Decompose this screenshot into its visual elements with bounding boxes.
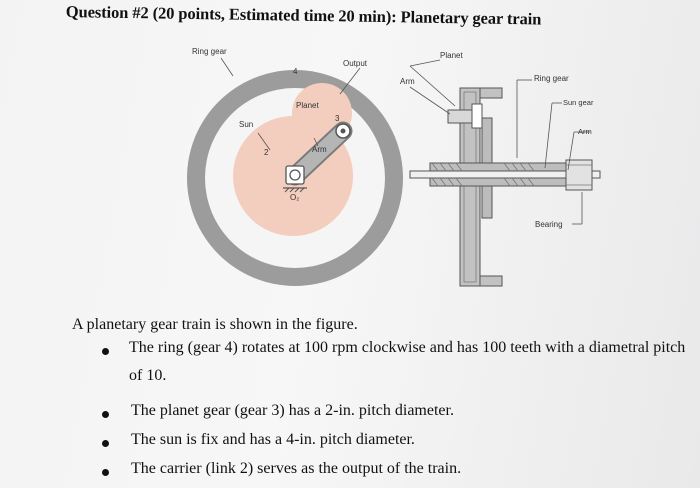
arm-label: Arm	[312, 145, 327, 154]
bullet-ring-spec-continued: of 10.	[129, 367, 167, 384]
planet-shaft-section	[448, 110, 472, 123]
planet-label: Planet	[296, 101, 319, 110]
pivot-o2-label: O₂	[290, 193, 300, 202]
bullet-dot-icon	[102, 348, 109, 355]
section-bearing-label: Bearing	[535, 220, 563, 229]
sun-label: Sun	[239, 120, 254, 129]
arm-number-label: 2	[264, 148, 269, 157]
bullet-dot-icon	[102, 411, 109, 418]
output-label: Output	[343, 59, 368, 68]
section-planet-label: Planet	[440, 51, 463, 60]
problem-intro: A planetary gear train is shown in the figure.	[72, 316, 358, 333]
bullet-dot-icon	[102, 440, 109, 447]
bearing-section	[566, 160, 592, 190]
bullet-sun-spec: The sun is fix and has a 4-in. pitch diameter.	[131, 431, 415, 448]
bullet-dot-icon	[102, 469, 109, 476]
bullet-ring-spec: The ring (gear 4) rotates at 100 rpm clockwise and has 100 teeth with a diametral pitch	[129, 339, 686, 356]
bullet-carrier-spec: The carrier (link 2) serves as the output of the train.	[131, 460, 462, 477]
bullet-planet-spec: The planet gear (gear 3) has a 2-in. pitch diameter.	[131, 402, 454, 419]
section-sun-gear-label: Sun gear	[563, 98, 594, 107]
section-arm2-label: Arm	[578, 127, 592, 136]
question-title: Question #2 (20 points, Estimated time 20 min): Planetary gear train	[65, 2, 542, 29]
ring-number-label: 4	[293, 67, 298, 76]
front-view-diagram	[187, 47, 403, 286]
ring-gear-label: Ring gear	[192, 47, 227, 56]
section-arm-label: Arm	[400, 77, 415, 86]
section-ring-gear-label: Ring gear	[534, 74, 569, 83]
cross-section-diagram	[400, 51, 600, 286]
planet-number-label: 3	[335, 114, 340, 123]
